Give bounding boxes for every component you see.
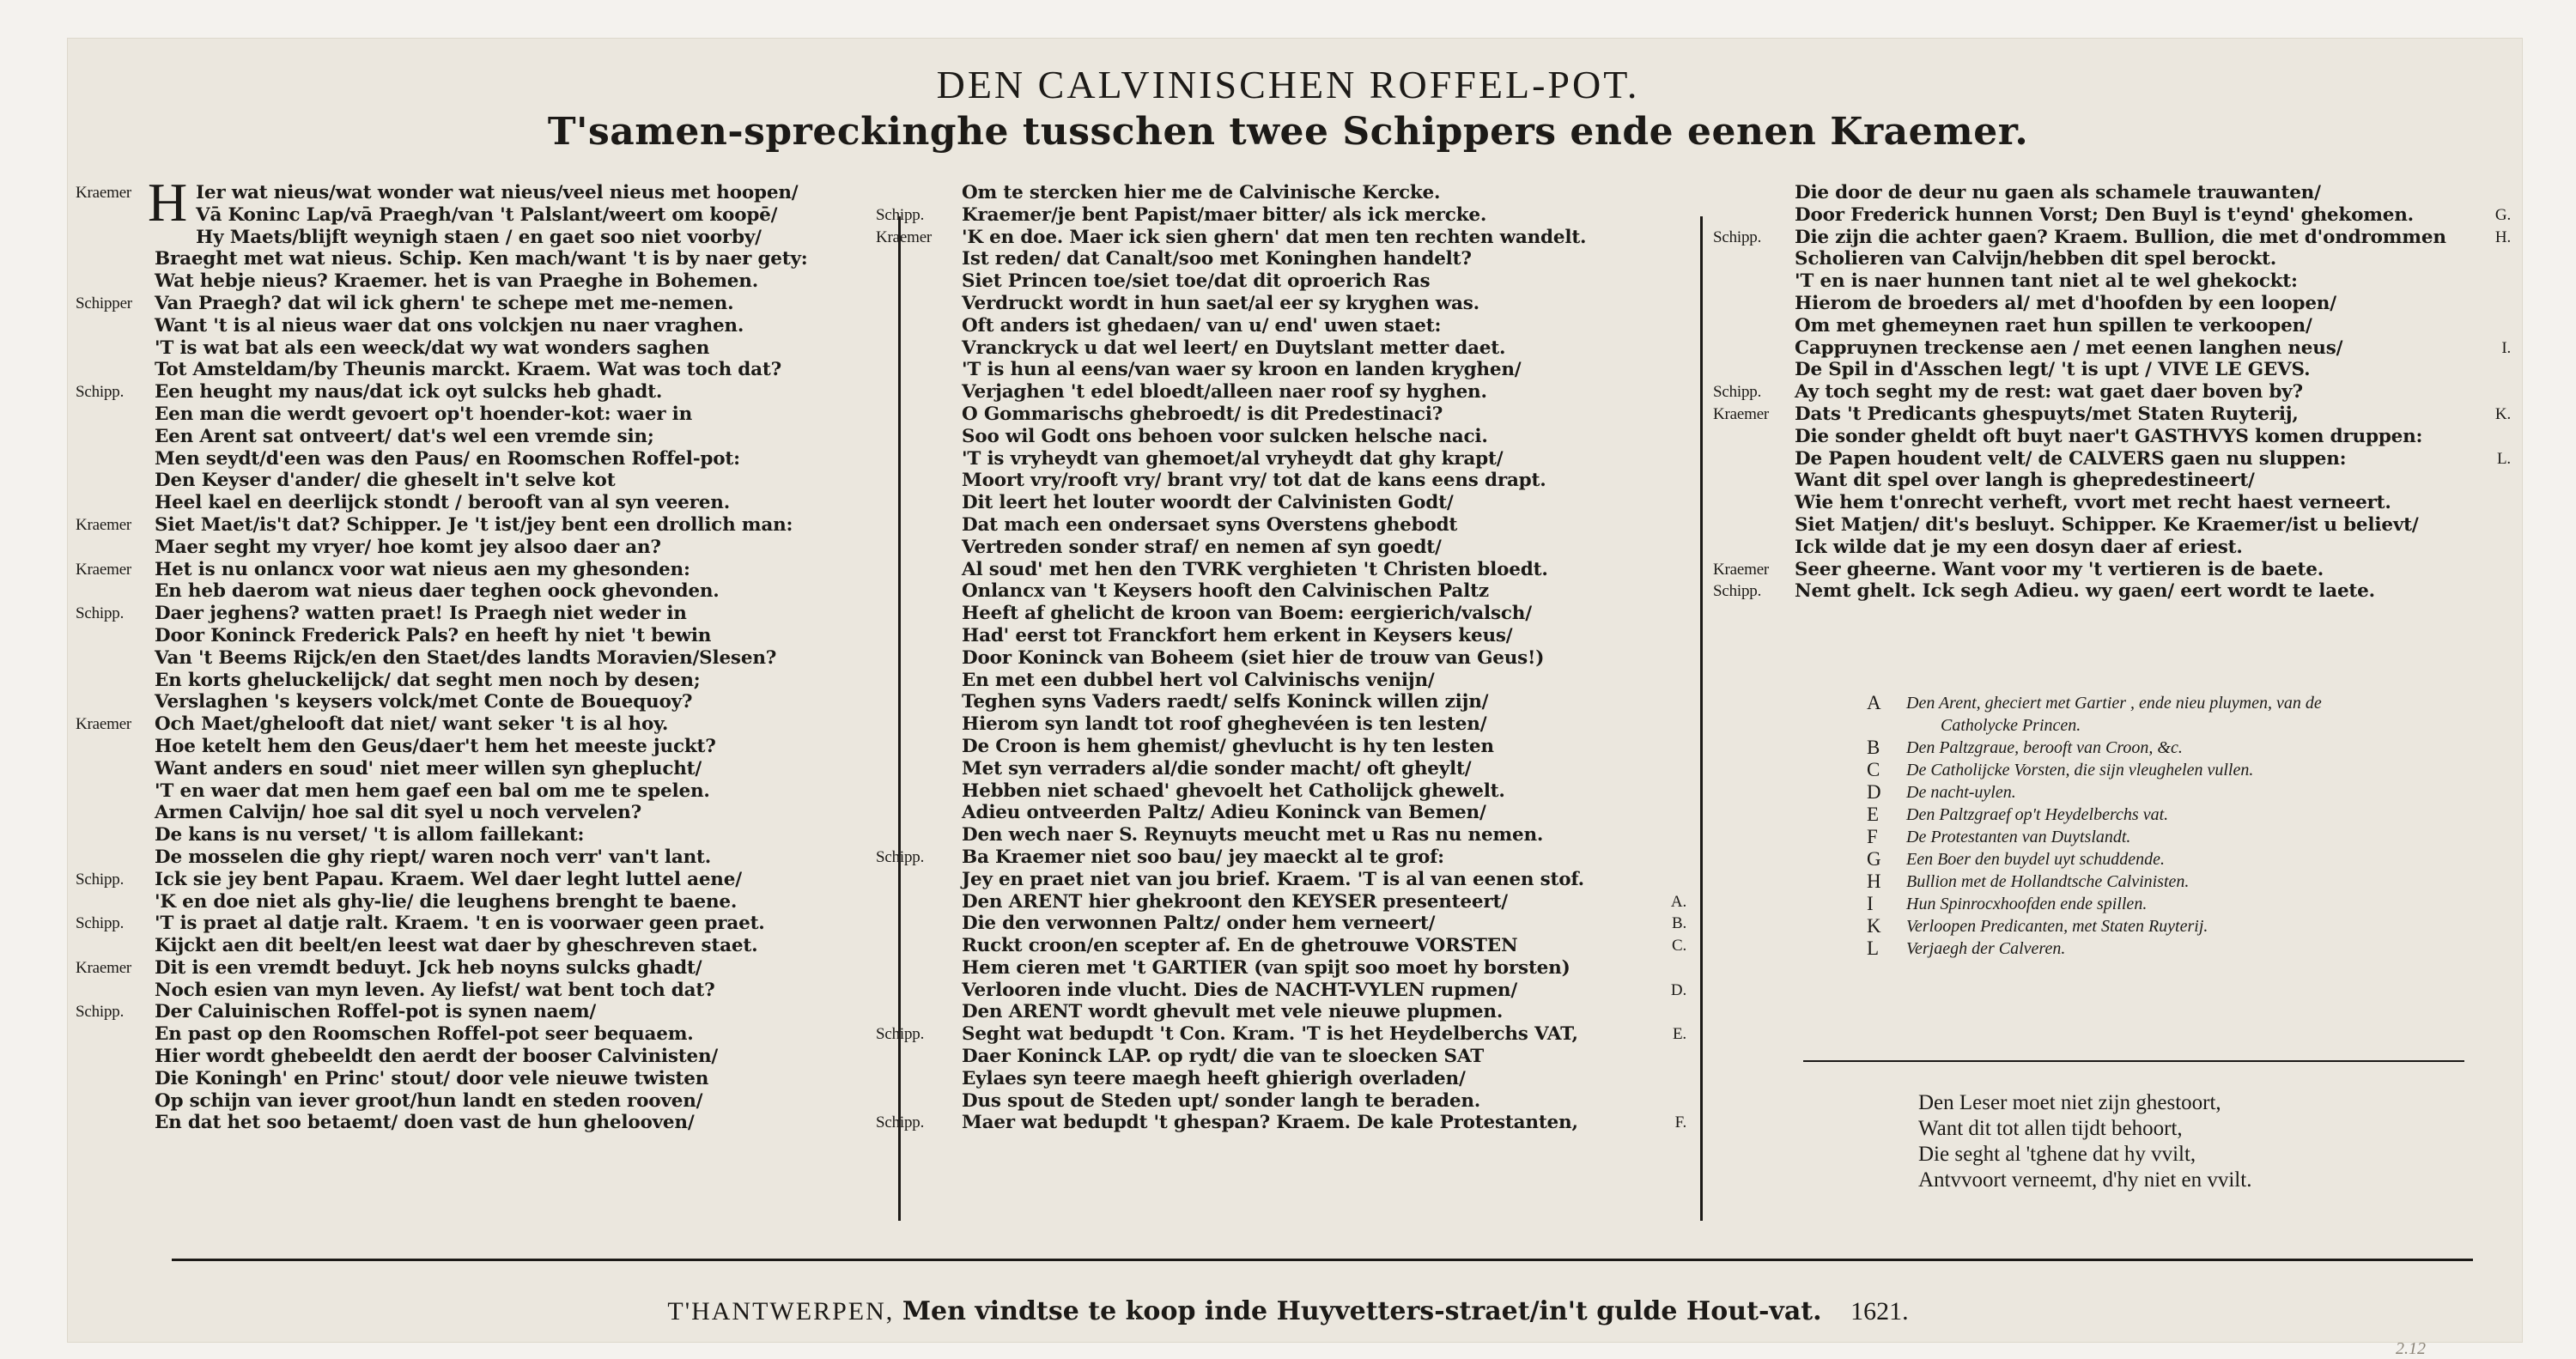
verse-text: Maer seght my vryer/ hoe komt jey alsoo daer an? [155,536,661,558]
legend-text: Hun Spinrocxhoofden ende spillen. [1906,895,2148,913]
handwritten-note: 2.12 [2396,1339,2426,1358]
verse-text: Daer jeghens? watten praet! Is Praegh niet weder in [155,603,687,625]
verse-text: Wat hebje nieus? Kraemer. het is van Praeghe in Bohemen. [155,270,758,293]
verse-text: Om te stercken hier me de Calvinische Kercke. [962,182,1441,203]
verse-text: Verjaghen 't edel bloedt/alleen naer roof sy hyghen. [962,381,1487,403]
dialogue-line [962,913,1686,935]
dialogue-line [1795,470,2499,492]
verse-text: De Papen houdent velt/ de CALVERS gaen nu sluppen: [1795,447,2347,470]
verse-text: Siet Matjen/ dit's besluyt. Schipper. Ke Kraemer/ist u believt/ [1795,513,2419,536]
dialogue-line [1795,537,2499,559]
dialogue-line [876,846,1674,869]
verse-text: Dit leert het louter woordt der Calvinisten Godt/ [962,492,1454,514]
speaker-label: Schipp. [76,870,125,889]
dialogue-line [962,670,1674,692]
dialogue-line [155,846,859,869]
verse-text: Nemt ghelt. Ick segh Adieu. wy gaen/ eert wordt te laete. [1795,580,2375,603]
dialogue-line [76,513,859,537]
verse-text: Men seydt/d'een was den Paus/ en Roomschen Roffel-pot: [155,447,740,470]
verse-text: Tot Amsteldam/by Theunis marckt. Kraem. Wat was toch dat? [155,359,781,381]
speaker-label: Schipp. [76,383,125,402]
verse-text: Ick wilde dat je my een dosyn daer af eriest. [1795,536,2243,558]
dialogue-line [962,492,1674,514]
dialogue-line [876,203,1674,227]
legend-text: Verjaegh der Calveren. [1906,939,2066,958]
dialogue-line [1713,558,2499,581]
legend-text: Den Paltzgraef op't Heydelberchs vat. [1906,805,2169,824]
legend-text: Den Arent, gheciert met Gartier , ende nieu pluymen, van de [1906,694,2322,713]
speaker-label: Kraemer [1713,404,1770,423]
verse-text: Hierom syn landt tot roof gheghevéen is ten lesten/ [962,713,1487,736]
legend-text: De Catholijcke Vorsten, die sijn vleughelen vullen. [1906,761,2254,780]
verse-text: Scholieren van Calvijn/hebben dit spel berockt. [1795,248,2277,270]
verse-text: En korts gheluckelijck/ dat seght men noch by desen; [155,669,701,691]
page-subtitle: T'samen-spreckinghe tusschen twee Schippers ende eenen Kraemer. [547,110,2029,154]
dialogue-column-2 [876,182,1686,1134]
verse-text: De Spil in d'Asschen legt/ 't is upt / VIVE LE GEVS. [1795,359,2311,381]
dialogue-line [1795,514,2499,537]
dialogue-line [962,1068,1674,1090]
verse-text: Had' eerst tot Franckfort hem erkent in Keysers keus/ [962,624,1513,646]
verse-text: Soo wil Godt ons behoen voor sulcken helsche naci. [962,425,1488,447]
dialogue-line [1795,337,2511,360]
dialogue-line [76,713,859,736]
reader-verse [1918,1090,2468,1193]
verse-line: Want dit tot allen tijdt behoort, [1918,1117,2183,1140]
speaker-label: Schipp. [876,847,925,866]
legend-letter: A [1867,692,1881,713]
dialogue-line [1795,270,2499,293]
dialogue-line [962,537,1674,559]
key-letter-marker: A. [1670,892,1686,911]
dialogue-line [155,315,859,337]
dialogue-line [1795,293,2499,315]
dialogue-line [155,470,859,492]
speaker-label: Kraemer [76,560,132,579]
verse-text: Ruckt croon/en scepter af. En de ghetrouwe VORSTEN [962,935,1518,957]
verse-text: Want 't is al nieus waer dat ons volckjen nu naer vraghen. [155,314,744,337]
verse-text: 'K en doe. Maer ick sien ghern' dat men ten rechten wandelt. [962,226,1587,248]
verse-text: Vranckryck u dat wel leert/ en Duytslant metter daet. [962,337,1506,359]
dialogue-line [876,226,1674,249]
speaker-label: Kraemer [76,184,132,202]
legend-text: De nacht-uylen. [1906,783,2016,802]
legend-text: Verloopen Predicanten, met Staten Ruyterij. [1906,917,2208,936]
dialogue-line [962,1046,1674,1068]
dialogue-line [155,1023,859,1046]
verse-text: Vertreden sonder straf/ en nemen af syn goedt/ [962,536,1442,558]
verse-line: Die seght al 'tghene dat hy vvilt, [1918,1143,2196,1166]
verse-text: 'T en waer dat men hem gaef een bal om me te spelen. [155,780,710,802]
dialogue-line [962,426,1674,448]
dialogue-line [1795,426,2499,448]
verse-text: Onlancx van 't Keysers hooft den Calvinischen Paltz [962,580,1489,603]
dialogue-line [155,492,859,514]
legend-text: Catholycke Princen. [1941,716,2081,735]
dialogue-line [76,603,859,625]
dialogue-line [76,558,859,581]
legend-entry [1906,714,2490,737]
page-title: DEN CALVINISCHEN ROFFEL-POT. [936,63,1640,106]
dialogue-line [962,315,1674,337]
dialogue-line [962,337,1674,360]
verse-text: Den ARENT wordt ghevult met vele nieuwe plupmen. [962,1001,1504,1023]
column-divider-left [898,216,901,1221]
verse-text: 'T is hun al eens/van waer sy kroon en landen kryghen/ [962,359,1522,381]
verse-text: Met syn verraders al/die sonder macht/ oft gheylt/ [962,757,1472,780]
verse-text: Ba Kraemer niet soo bau/ jey maeckt al te grof: [962,846,1444,868]
dialogue-line [962,182,1674,204]
verse-text: Verdruckt wordt in hun saet/al eer sy kryghen was. [962,292,1479,314]
verse-text: Armen Calvijn/ hoe sal dit syel u noch vervelen? [155,802,641,824]
verse-text: Ay toch seght my de rest: wat gaet daer boven by? [1795,381,2303,403]
legend-text: Bullion met de Hollandtsche Calvinisten. [1906,872,2190,891]
verse-text: Hy Maets/blijft weynigh staen / en gaet soo niet voorby/ [196,226,762,248]
verse-text: 'K en doe niet als ghy-lie/ die leughens brenght te baene. [155,890,738,913]
dialogue-line [155,780,859,803]
verse-rule [1803,1060,2464,1062]
dialogue-line [962,802,1674,824]
key-letter-marker: F. [1674,1113,1686,1132]
legend-entry [1867,893,2490,915]
dialogue-line [155,448,859,470]
verse-text: Door Koninck Frederick Pals? en heeft hy niet 't bewin [155,624,712,646]
verse-text: Om met ghemeynen raet hun spillen te verkoopen/ [1795,314,2312,337]
footer-rule [172,1259,2473,1261]
dialogue-line [962,736,1674,758]
legend-letter: F [1867,826,1878,847]
speaker-label: Schipp. [1713,228,1762,246]
legend-text: Een Boer den buydel uyt schuddende. [1906,850,2166,869]
legend-letter: K [1867,915,1881,937]
dialogue-line [962,270,1674,293]
dialogue-line [962,470,1674,492]
verse-text: Die zijn die achter gaen? Kraem. Bullion, die met d'ondrommen [1795,226,2446,248]
dialogue-line [1713,226,2511,249]
dialogue-line [155,647,859,670]
speaker-label: Schipp. [876,1113,925,1132]
verse-text: Braeght met wat nieus. Schip. Ken mach/want 't is by naer gety: [155,248,808,270]
legend-letter: C [1867,759,1880,780]
speaker-label: Kraemer [876,228,933,246]
dialogue-line [76,913,859,935]
dialogue-line [76,868,859,891]
legend-text: De Protestanten van Duytslandt. [1906,828,2131,846]
dialogue-line [155,426,859,448]
dialogue-line [155,270,859,293]
drop-cap: H [148,172,188,233]
verse-text: Die den verwonnen Paltz/ onder hem verneert/ [962,913,1436,935]
verse-text: 'T is wat bat als een weeck/dat wy wat wonders saghen [155,337,710,359]
verse-text: Het is nu onlancx voor wat nieus aen my ghesonden: [155,558,690,580]
key-letter-marker: L. [2497,449,2511,468]
dialogue-line [962,1090,1674,1113]
imprint [0,1296,2576,1326]
verse-text: Hoe ketelt hem den Geus/daer't hem het meeste juckt? [155,735,716,757]
dialogue-line [1795,182,2499,204]
verse-text: Siet Princen toe/siet toe/dat dit oproerich Ras [962,270,1431,293]
legend-letter: E [1867,804,1880,825]
verse-text: Ier wat nieus/wat wonder wat nieus/veel nieus met hoopen/ [196,182,799,203]
dialogue-line [76,381,859,403]
legend-letter: H [1867,871,1881,892]
verse-text: Seght wat bedupdt 't Con. Kram. 'T is het Heydelberchs VAT, [962,1023,1578,1046]
dialogue-line [962,979,1686,1002]
verse-text: Den Keyser d'ander/ die gheselt in't selve kot [155,470,616,492]
verse-text: 'T en is naer hunnen tant niet al te wel ghekockt: [1795,270,2298,293]
key-letter-marker: I. [2501,338,2511,357]
dialogue-line [155,1068,859,1090]
verse-text: 'T is vryheydt van ghemoet/al vryheydt dat ghy krapt/ [962,447,1504,470]
dialogue-line [1713,403,2511,426]
legend-letter: L [1867,937,1880,959]
speaker-label: Schipper [76,294,132,312]
verse-text: Door Frederick hunnen Vorst; Den Buyl is t'eynd' ghekomen. [1795,203,2414,226]
legend-entry [1867,804,2490,826]
verse-text: Heeft af ghelicht de kroon van Boem: eergierich/valsch/ [962,603,1532,625]
dialogue-line [76,182,859,204]
dialogue-line [962,448,1674,470]
dialogue-line [155,980,859,1002]
verse-text: 'T is praet al datje ralt. Kraem. 't en is voorwaer geen praet. [155,913,765,935]
dialogue-line [76,1001,859,1023]
legend-entry [1867,759,2490,781]
verse-text: Dat mach een ondersaet syns Overstens ghebodt [962,513,1458,536]
legend-letter: I [1867,893,1874,914]
verse-text: Adieu ontveerden Paltz/ Adieu Koninck van Bemen/ [962,802,1486,824]
verse-text: Noch esien van myn leven. Ay liefst/ wat bent toch dat? [155,979,715,1001]
speaker-label: Schipp. [1713,582,1762,601]
dialogue-line [155,580,859,603]
dialogue-line [962,248,1674,270]
dialogue-line [962,514,1674,537]
dialogue-line [155,935,859,957]
legend-letter: G [1867,848,1881,870]
verse-text: Siet Maet/is't dat? Schipper. Je 't ist/jey bent een drollich man: [155,513,793,536]
column-divider-right [1700,216,1703,1221]
legend-text: Den Paltzgraue, berooft van Croon, &c. [1906,738,2183,757]
verse-text: Vā Koninc Lap/vā Praegh/van 't Palslant/weert om koopē/ [196,203,778,226]
verse-text: En past op den Roomschen Roffel-pot seer bequaem. [155,1023,694,1046]
dialogue-line [155,248,859,270]
verse-text: Eylaes syn teere maegh heeft ghierigh overladen/ [962,1067,1466,1089]
verse-text: Heel kael en deerlijck stondt / berooft van al syn veeren. [155,492,730,514]
legend-entry [1867,781,2490,804]
dialogue-line [962,381,1674,403]
legend-entry [1867,826,2490,848]
dialogue-line [155,891,859,913]
verse-line: Den Leser moet niet zijn ghestoort, [1918,1091,2221,1114]
verse-text: Verlooren inde vlucht. Dies de NACHT-VYLEN rupmen/ [962,979,1518,1001]
dialogue-line [876,1112,1686,1134]
dialogue-column-1 [76,172,859,1134]
dialogue-line [155,1112,859,1134]
dialogue-line [962,824,1674,846]
verse-text: Den ARENT hier ghekroont den KEYSER presenteert/ [962,890,1508,913]
dialogue-line [1795,315,2499,337]
legend-letter: B [1867,737,1880,758]
dialogue-line [1795,492,2499,514]
key-letter-marker: G. [2494,205,2511,224]
verse-text: Hier wordt ghebeeldt den aerdt der booser Calvinisten/ [155,1046,719,1068]
verse-text: Teghen syns Vaders raedt/ selfs Koninck willen zijn/ [962,691,1489,713]
verse-text: De mosselen die ghy riept/ waren noch verr' van't lant. [155,846,712,868]
dialogue-line [1713,381,2499,403]
dialogue-line [155,403,859,426]
dialogue-line [155,691,859,713]
verse-text: Hebben niet schaed' ghevoelt het Catholijck ghewelt. [962,780,1505,802]
verse-text: Die Koningh' en Princ' stout/ door vele nieuwe twisten [155,1067,709,1089]
dialogue-line [962,890,1686,913]
speaker-label: Schipp. [76,1003,125,1022]
dialogue-line [962,713,1674,736]
dialogue-line [962,559,1674,581]
key-letter-marker: B. [1671,914,1686,933]
dialogue-line [962,758,1674,780]
legend-entry [1867,915,2490,937]
speaker-label: Schipp. [1713,383,1762,402]
dialogue-line [962,403,1674,426]
dialogue-line [155,625,859,647]
dialogue-line [962,780,1674,803]
dialogue-line [155,758,859,780]
verse-text: Kraemer/je bent Papist/maer bitter/ als ick mercke. [962,203,1487,226]
key-letter-marker: H. [2494,228,2511,246]
dialogue-line [1795,447,2511,470]
speaker-label: Kraemer [76,958,132,977]
speaker-label: Kraemer [76,715,132,734]
dialogue-line [155,204,859,227]
dialogue-line [1713,580,2499,603]
dialogue-line [1795,248,2499,270]
key-letter-marker: E. [1673,1025,1686,1044]
verse-text: Een man die werdt gevoert op't hoender-kot: waer in [155,403,693,425]
dialogue-line [962,625,1674,647]
imprint-address: Men vindtse te koop inde Huyvetters-straet/in't gulde Hout-vat. [902,1296,1822,1326]
verse-text: Die door de deur nu gaen als schamele trauwanten/ [1795,182,2321,203]
dialogue-line [962,359,1674,381]
verse-text: Al soud' met hen den TVRK verghieten 't Christen bloedt. [962,558,1548,580]
verse-text: Den wech naer S. Reynuyts meucht met u Ras nu nemen. [962,824,1544,846]
speaker-label: Kraemer [76,515,132,534]
dialogue-column-3 [1713,182,2511,603]
legend-letter: D [1867,781,1881,803]
legend-key [1867,692,2490,960]
dialogue-line [876,1023,1686,1046]
dialogue-line [1795,203,2511,227]
dialogue-line [155,802,859,824]
dialogue-line [962,1001,1674,1023]
dialogue-line [155,1090,859,1113]
dialogue-line [962,935,1686,957]
verse-text: Want dit spel over langh is ghepredestineert/ [1795,470,2255,492]
imprint-year: 1621. [1850,1297,1909,1326]
dialogue-line [962,869,1674,891]
verse-text: Oft anders ist ghedaen/ van u/ end' uwen staet: [962,314,1442,337]
imprint-city: T'HANTWERPEN, [667,1297,895,1326]
dialogue-line [155,537,859,559]
verse-text: Jey en praet niet van jou brief. Kraem. 'T is al van eenen stof. [962,868,1584,890]
verse-text: Wie hem t'onrecht verheft, vvort met recht haest verneert. [1795,492,2391,514]
verse-text: Van Praegh? dat wil ick ghern' te schepe met me-nemen. [155,292,734,314]
verse-text: Die sonder gheldt oft buyt naer't GASTHVYS komen druppen: [1795,425,2423,447]
legend-entry [1867,737,2490,759]
key-letter-marker: K. [2494,404,2511,423]
speaker-label: Schipp. [876,1025,925,1044]
key-letter-marker: D. [1670,980,1686,999]
verse-text: Verslaghen 's keysers volck/met Conte de Bouequoy? [155,691,693,713]
verse-text: Door Koninck van Boheem (siet hier de trouw van Geus!) [962,646,1545,669]
legend-entry [1867,692,2490,714]
legend-entry [1867,871,2490,893]
dialogue-line [155,359,859,381]
dialogue-line [155,227,859,249]
dialogue-line [962,691,1674,713]
dialogue-line [962,580,1674,603]
speaker-label: Schipp. [76,914,125,933]
speaker-label: Kraemer [1713,560,1770,579]
dialogue-line [76,956,859,980]
dialogue-line [155,670,859,692]
dialogue-line [155,337,859,360]
verse-text: Een heught my naus/dat ick oyt sulcks heb ghadt. [155,381,663,403]
verse-text: Daer Koninck LAP. op rydt/ die van te sloecken SAT [962,1046,1484,1068]
legend-entry [1867,937,2490,960]
verse-text: Dit is een vremdt beduyt. Jck heb noyns sulcks ghadt/ [155,956,702,979]
verse-text: Hierom de broeders al/ met d'hoofden by een loopen/ [1795,292,2336,314]
verse-text: En heb daerom wat nieus daer teghen oock ghevonden. [155,580,720,603]
verse-text: Moort vry/rooft vry/ brant vry/ tot dat de kans eens drapt. [962,470,1546,492]
dialogue-line [962,603,1674,625]
verse-text: Dus spout de Steden upt/ sonder langh te beraden. [962,1089,1481,1112]
verse-text: Op schijn van iever groot/hun landt en steden rooven/ [155,1089,703,1112]
verse-text: Van 't Beems Rijck/en den Staet/des landts Moravien/Slesen? [155,646,777,669]
dialogue-line [962,647,1674,670]
legend-entry [1867,848,2490,871]
dialogue-line [155,1046,859,1068]
dialogue-line [155,736,859,758]
verse-text: En met een dubbel hert vol Calvinischs venijn/ [962,669,1435,691]
verse-text: Een Arent sat ontveert/ dat's wel een vremde sin; [155,425,654,447]
verse-text: Hem cieren met 't GARTIER (van spijt soo moet hy borsten) [962,956,1571,979]
dialogue-line [962,293,1674,315]
verse-text: O Gommarischs ghebroedt/ is dit Predestinaci? [962,403,1443,425]
verse-text: Kijckt aen dit beelt/en leest wat daer by gheschreven staet. [155,935,758,957]
verse-text: De kans is nu verset/ 't is allom faillekant: [155,824,585,846]
verse-text: Dats 't Predicants ghespuyts/met Staten Ruyterij, [1795,403,2299,425]
verse-text: Ist reden/ dat Canalt/soo met Koninghen handelt? [962,248,1472,270]
verse-text: Och Maet/ghelooft dat niet/ want seker 't is al hoy. [155,713,669,736]
verse-text: Cappruynen treckense aen / met eenen langhen neus/ [1795,337,2343,359]
dialogue-line [1795,359,2499,381]
dialogue-line [76,292,859,315]
verse-text: Maer wat bedupdt 't ghespan? Kraem. De kale Protestanten, [962,1112,1578,1134]
dialogue-line [962,957,1674,980]
verse-text: Want anders en soud' niet meer willen syn gheplucht/ [155,757,702,780]
key-letter-marker: C. [1671,937,1686,956]
verse-text: En dat het soo betaemt/ doen vast de hun ghelooven/ [155,1112,695,1134]
dialogue-line [155,824,859,846]
speaker-label: Schipp. [76,604,125,623]
speaker-label: Schipp. [876,205,925,224]
verse-text: De Croon is hem ghemist/ ghevlucht is hy ten lesten [962,735,1494,757]
verse-line: Antvvoort verneemt, d'hy niet en vvilt. [1918,1168,2252,1192]
verse-text: Ick sie jey bent Papau. Kraem. Wel daer leght luttel aene/ [155,868,742,890]
verse-text: Der Caluinischen Roffel-pot is synen naem/ [155,1001,597,1023]
verse-text: Seer gheerne. Want voor my 't vertieren is de baete. [1795,558,2324,580]
